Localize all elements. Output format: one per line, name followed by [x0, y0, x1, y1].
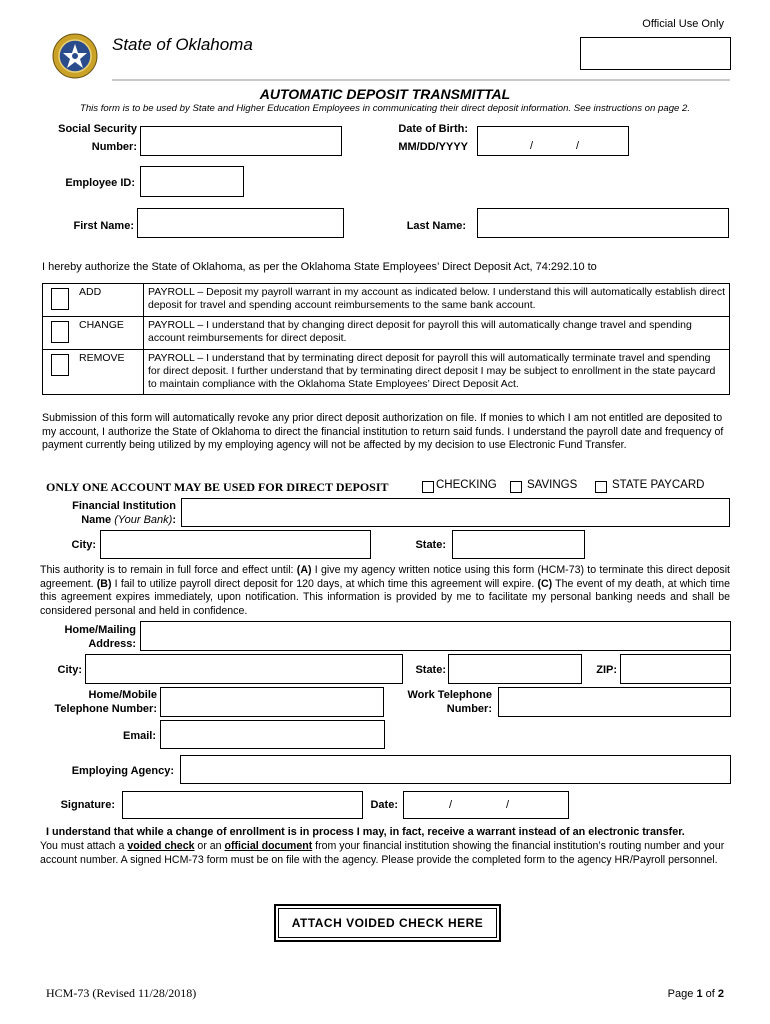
home-city-input[interactable] [85, 654, 403, 684]
work-phone-input[interactable] [498, 687, 731, 717]
option-remove-label: REMOVE [79, 352, 125, 364]
page-current: 1 [696, 988, 703, 1000]
savings-label: SAVINGS [527, 479, 578, 491]
date-slash-2: / [506, 799, 510, 811]
dob-label-line2: MM/DD/YYYY [398, 141, 468, 153]
attach-text-1: You must attach a [40, 840, 128, 852]
address-label [40, 623, 136, 651]
terms-a: (A) [296, 564, 312, 576]
state-name: State of Oklahoma [112, 35, 253, 54]
form-id: HCM-73 (Revised 11/28/2018) [46, 986, 197, 1000]
fi-label-name: Name [81, 514, 112, 526]
ssn-label-line2: Number: [91, 141, 137, 153]
zip-input[interactable] [620, 654, 731, 684]
savings-checkbox[interactable] [510, 481, 522, 493]
email-input[interactable] [160, 720, 385, 749]
address-label-line1: Home/Mailing [64, 624, 136, 636]
dob-label [360, 122, 468, 154]
official-use-box[interactable] [580, 37, 731, 70]
account-heading: ONLY ONE ACCOUNT MAY BE USED FOR DIRECT DEPOSIT [46, 480, 389, 494]
oklahoma-seal-icon [52, 33, 98, 79]
terms-p3: I fail to utilize payroll direct deposit for 120 days, at which time this agreement will expire. [111, 577, 538, 590]
option-add-text: PAYROLL – Deposit my payroll warrant in my account as indicated below. I understand this will automatically establish direct deposit for travel and spending account reimbursements to the same bank account. [144, 284, 730, 317]
attach-text-3: from your financial institution showing the financial institution’s routing number and your account number. A signed HCM-73 form must be on file with the agency. Please provide the completed form to the agency HR/Payroll personnel. [40, 840, 725, 866]
option-add-checkbox[interactable] [51, 288, 69, 310]
option-add-label: ADD [79, 286, 102, 298]
enrollment-notice: I understand that while a change of enrollment is in process I may, in fact, receive a warrant instead of an electronic transfer. [46, 826, 685, 838]
home-city-label: City: [57, 664, 82, 676]
option-change-checkbox[interactable] [51, 321, 69, 343]
state-paycard-checkbox[interactable] [595, 481, 607, 493]
terms-paragraph [40, 564, 730, 618]
form-subtitle: This form is to be used by State and Higher Education Employees in communicating their direct deposit information. See instructions on page 2. [79, 103, 691, 114]
state-paycard-label: STATE PAYCARD [612, 479, 705, 491]
email-label: Email: [122, 730, 156, 742]
dob-slash-1: / [530, 140, 534, 152]
official-use-label: Official Use Only [642, 18, 724, 30]
option-row-remove [43, 350, 730, 395]
page-word: Page [667, 988, 694, 1000]
option-remove-cell [43, 350, 144, 395]
last-name-input[interactable] [477, 208, 729, 238]
voided-check-emphasis: voided check [127, 840, 195, 852]
option-change-cell [43, 317, 144, 350]
attach-text-2: or an [194, 840, 225, 852]
first-name-label: First Name: [73, 220, 134, 232]
ssn-label [30, 122, 137, 154]
fi-label-colon: : [172, 514, 176, 526]
bank-state-input[interactable] [452, 530, 585, 559]
last-name-label: Last Name: [406, 220, 466, 232]
financial-institution-input[interactable] [181, 498, 730, 527]
first-name-input[interactable] [137, 208, 344, 238]
date-label: Date: [370, 799, 398, 811]
terms-p4: The event of my death, at which time this agreement expires immediately, upon notification. This information is provided by me to facilitate my personal banking needs and shall be considered personal and held in confidence. [40, 577, 730, 617]
page-total: 2 [717, 988, 724, 1000]
attach-voided-check-inner [278, 908, 497, 938]
authorization-options-table [42, 283, 730, 395]
terms-b: (B) [96, 577, 112, 590]
terms-p2: I give my agency written notice using this form (HCM-73) to terminate this direct deposit agreement. [40, 564, 730, 590]
attach-instructions [40, 840, 730, 867]
option-change-label: CHANGE [79, 319, 124, 331]
option-add-cell [43, 284, 144, 317]
attach-voided-check-label: ATTACH VOIDED CHECK HERE [291, 916, 484, 930]
option-row-add [43, 284, 730, 317]
address-label-line2: Address: [88, 638, 136, 650]
home-state-label: State: [415, 664, 446, 676]
bank-state-label: State: [415, 539, 446, 551]
page-number [640, 988, 724, 1000]
header-divider [112, 79, 730, 81]
home-phone-label-line1: Home/Mobile [88, 689, 157, 701]
terms-p1: This authority is to remain in full force and effect until: [40, 564, 297, 576]
ssn-input[interactable] [140, 126, 342, 156]
dob-label-line1: Date of Birth: [398, 123, 468, 135]
signature-label: Signature: [60, 799, 115, 811]
date-input[interactable] [403, 791, 569, 819]
date-slash-1: / [449, 799, 453, 811]
option-remove-text: PAYROLL – I understand that by terminating direct deposit for payroll this will automatically terminate travel and spending for direct deposit. I further understand that by terminating direct deposit I may be subject to enrollment in the state paycard to maintain compliance with the Oklahoma State Employees’ Direct Deposit Act. [144, 350, 730, 395]
zip-label: ZIP: [596, 664, 617, 676]
home-phone-input[interactable] [160, 687, 384, 717]
terms-c: (C) [537, 577, 553, 590]
form-title: AUTOMATIC DEPOSIT TRANSMITTAL [259, 86, 511, 102]
home-phone-label-line2: Telephone Number: [54, 703, 157, 715]
authorization-intro: I hereby authorize the State of Oklahoma, as per the Oklahoma State Employees’ Direct Deposit Act, 74:292.10 to [42, 261, 597, 273]
fi-label-line2 [40, 513, 176, 527]
dob-slash-2: / [576, 140, 580, 152]
checking-checkbox[interactable] [422, 481, 434, 493]
bank-city-input[interactable] [100, 530, 371, 559]
option-row-change [43, 317, 730, 350]
fi-label-line1: Financial Institution [72, 500, 176, 512]
attach-voided-check-box [274, 904, 501, 942]
address-input[interactable] [140, 621, 731, 651]
option-change-text: PAYROLL – I understand that by changing direct deposit for payroll this will automatically change travel and spending account reimbursements for direct deposit. [144, 317, 730, 350]
home-state-input[interactable] [448, 654, 582, 684]
submission-paragraph: Submission of this form will automatically revoke any prior direct deposit authorization on file. If monies to which I am not entitled are deposited to my account, I authorize the State of Oklahoma to direct the financial institution to return said funds. I understand the payroll date and frequency of payment currently being utilized by my employing agency will not be affected by my decision to use Electronic Fund Transfer. [42, 412, 724, 451]
financial-institution-label [40, 499, 176, 527]
work-phone-label [390, 688, 492, 716]
employee-id-label: Employee ID: [65, 177, 135, 189]
work-phone-label-line1: Work Telephone [407, 689, 492, 701]
signature-input[interactable] [122, 791, 363, 819]
employee-id-input[interactable] [140, 166, 244, 197]
checking-label: CHECKING [436, 479, 497, 491]
work-phone-label-line2: Number: [446, 703, 492, 715]
of-word: of [705, 988, 715, 1000]
dob-input[interactable] [477, 126, 629, 156]
ssn-label-line1: Social Security [58, 123, 137, 135]
employing-agency-label: Employing Agency: [71, 765, 174, 777]
official-document-emphasis: official document [224, 840, 313, 852]
home-phone-label [30, 688, 157, 716]
employing-agency-input[interactable] [180, 755, 731, 784]
fi-label-italic: (Your Bank) [114, 514, 173, 526]
bank-city-label: City: [71, 539, 96, 551]
option-remove-checkbox[interactable] [51, 354, 69, 376]
